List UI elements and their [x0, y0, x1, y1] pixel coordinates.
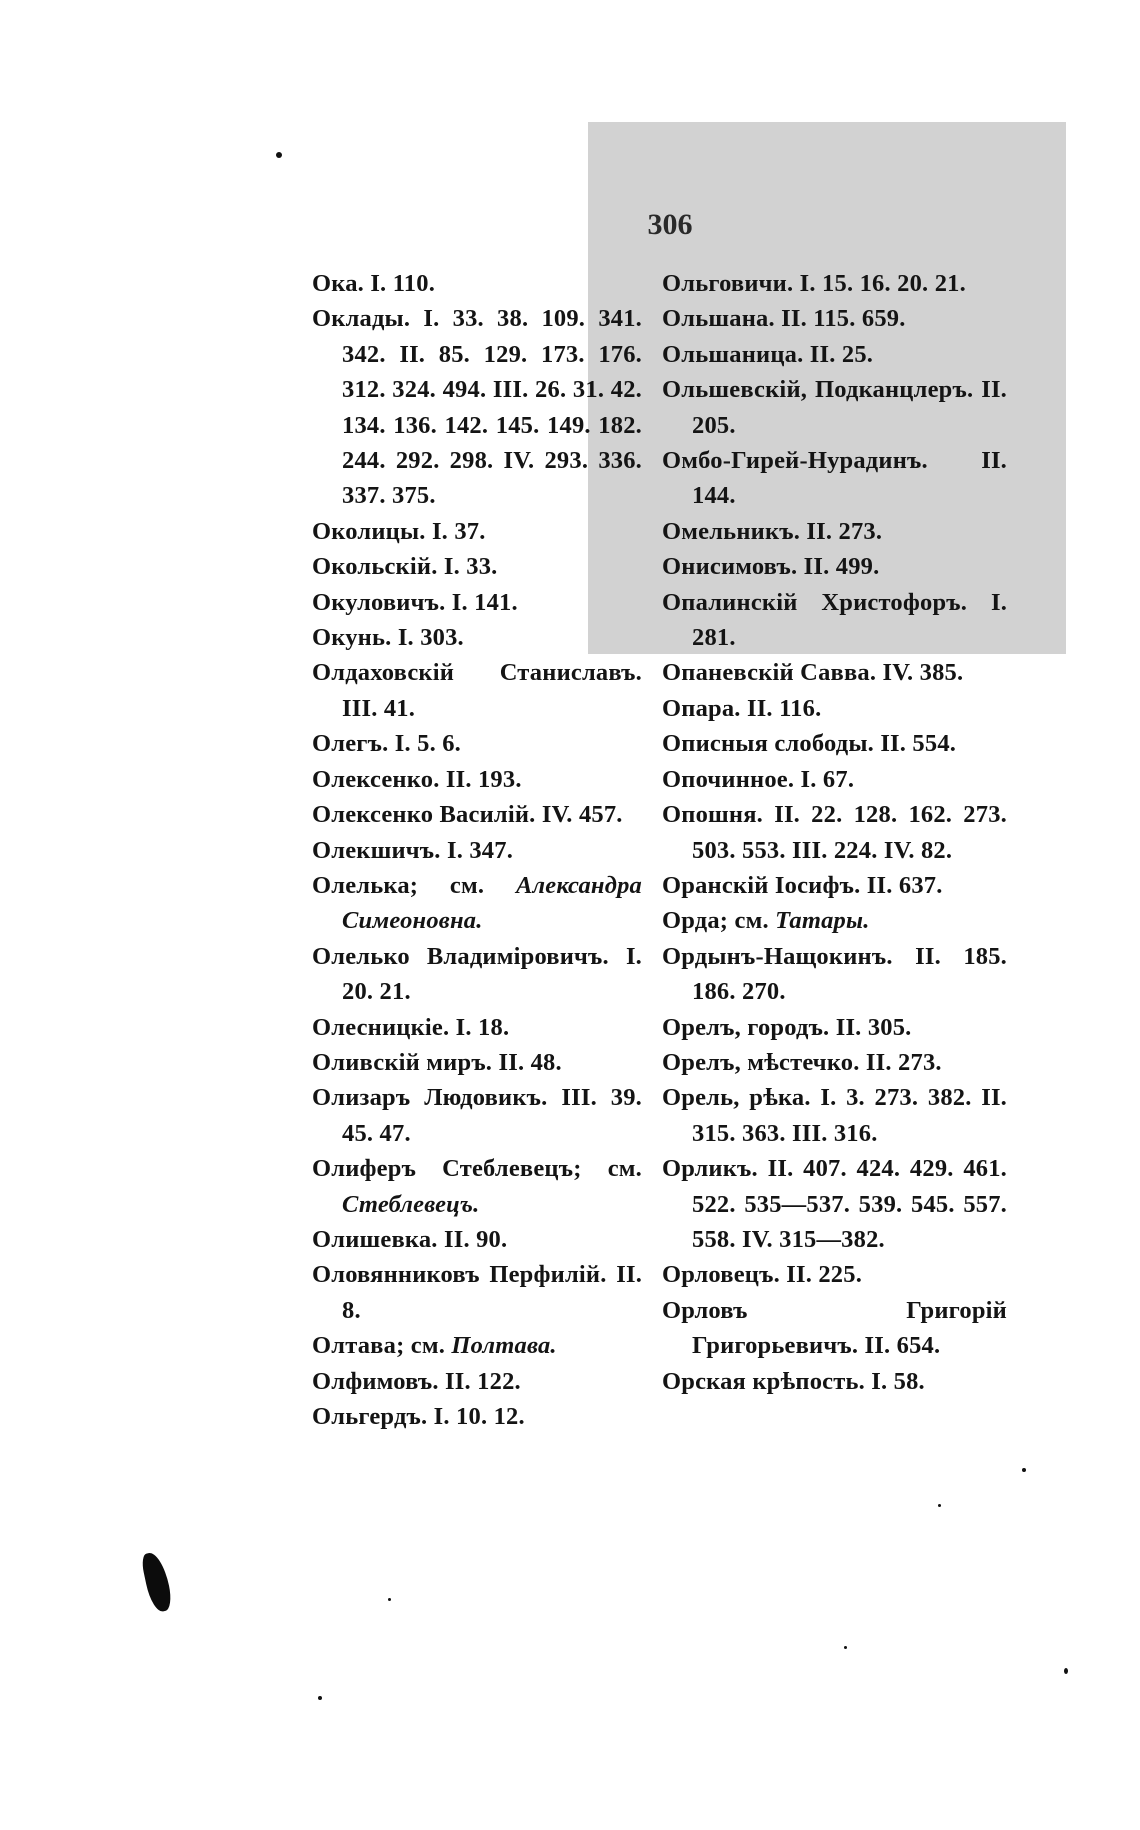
index-entry [312, 585, 642, 620]
page-number: 306 [647, 208, 693, 241]
scan-speck [844, 1646, 847, 1649]
entry-heading: Олиферъ Стеблевецъ; [312, 1155, 582, 1183]
index-entry [312, 514, 642, 549]
index-entry [312, 266, 642, 301]
entry-reference: II. 305. [835, 1013, 912, 1041]
index-entry [312, 939, 642, 1010]
entry-reference: II. 193. [445, 765, 522, 793]
entry-reference: I. 67. [800, 765, 855, 793]
entry-heading: Ольшаница. [662, 340, 804, 368]
index-entry [662, 1080, 1007, 1151]
index-entry [312, 1010, 642, 1045]
index-entry [662, 337, 1007, 372]
index-entry [662, 691, 1007, 726]
index-entry [312, 549, 642, 584]
entry-reference: II. 22. 128. 162. 273. 503. 553. III. 224. IV. 82. [692, 801, 1007, 864]
index-entry [312, 797, 642, 832]
ink-blot [140, 1550, 174, 1613]
index-entry [312, 1151, 642, 1222]
index-entry [662, 1045, 1007, 1080]
entry-heading: Орловецъ. [662, 1261, 780, 1289]
entry-reference: I. 347. [446, 836, 514, 864]
entry-reference: I. 110. [370, 270, 436, 297]
entry-heading: Оранскій Іосифъ. [662, 871, 861, 899]
entry-heading: Ольгердъ. [312, 1403, 428, 1430]
entry-heading: Окунь. [312, 624, 392, 652]
entry-reference: IV. 385. [882, 659, 964, 687]
entry-reference: II. 185. 186. 270. [692, 942, 1008, 1006]
entry-reference: см. [449, 871, 485, 899]
entry-reference: I. 58. [871, 1367, 925, 1395]
entry-heading: Оливскій миръ. [312, 1048, 493, 1076]
entry-see-also: Стеблевецъ. [342, 1190, 480, 1218]
entry-reference: II. 25. [809, 340, 874, 368]
entry-heading: Олдаховскій Станиславъ. [312, 659, 642, 687]
entry-heading: Орелъ, мѣстечко. [662, 1048, 860, 1076]
entry-reference: I. 303. [397, 624, 464, 652]
entry-heading: Олекшичъ. [312, 836, 441, 864]
entry-reference: см. [607, 1155, 642, 1183]
entry-heading: Орликъ. [662, 1155, 758, 1183]
index-entry [312, 1080, 642, 1151]
entry-reference: II. 48. [498, 1048, 562, 1076]
entry-heading: Олелько Владиміровичъ. [312, 942, 609, 970]
entry-heading: Олелька; [312, 871, 419, 899]
entry-reference: II. 499. [803, 553, 880, 581]
entry-reference: II. 205. [692, 376, 1007, 439]
entry-heading: Опалинскій Христофоръ. [662, 588, 968, 616]
entry-reference: II. 273. [806, 517, 883, 545]
entry-reference: I. 5. 6. [394, 730, 462, 758]
entry-reference: см. [734, 907, 769, 935]
index-column-left [312, 266, 642, 1434]
entry-reference: см. [410, 1332, 446, 1360]
entry-heading: Описныя слободы. [662, 730, 874, 758]
entry-reference: II. 273. [865, 1048, 942, 1076]
entry-heading: Олексенко. [312, 765, 440, 793]
entry-reference: I. 10. 12. [433, 1403, 525, 1430]
index-entry [312, 1045, 642, 1080]
index-entry [662, 797, 1007, 868]
entry-reference: II. 144. [692, 447, 1007, 510]
index-entry [312, 620, 642, 655]
entry-reference: I. 37. [431, 517, 486, 545]
index-entry [312, 762, 642, 797]
index-entry [312, 655, 642, 726]
entry-heading: Окуловичъ. [312, 588, 446, 616]
index-entry [662, 903, 1007, 938]
entry-reference: II. 637. [866, 871, 943, 899]
entry-heading: Орловъ Григорій Григорьевичъ. [662, 1296, 1007, 1360]
entry-reference: I. 33. [443, 553, 498, 581]
entry-heading: Орда; [662, 907, 729, 935]
index-entry [662, 1151, 1007, 1257]
entry-reference: II. 225. [786, 1261, 863, 1289]
index-entry [662, 1364, 1007, 1399]
entry-reference: I. 15. 16. 20. 21. [799, 270, 966, 297]
entry-reference: II. 115. 659. [781, 305, 906, 333]
entry-reference: II. 122. [445, 1367, 521, 1395]
scan-speck [388, 1598, 391, 1601]
index-entry [662, 1257, 1007, 1292]
index-entry [312, 301, 642, 513]
entry-reference: II. 407. 424. 429. 461. 522. 535—537. 539. 545. 557. 558. IV. 315—382. [692, 1155, 1008, 1253]
scan-speck [276, 152, 282, 158]
entry-reference: I. 33. 38. 109. 341. 342. II. 85. 129. 173. 176. 312. 324. 494. III. 26. 31. 42. 134. 136. 142. 145. 149. 182. 244. 292. 298. IV. 293. 336. 337. 375. [342, 305, 642, 510]
entry-reference: IV. 457. [541, 801, 623, 829]
entry-heading: Ольшана. [662, 305, 775, 333]
entry-see-also: Полтава. [451, 1332, 557, 1360]
index-entry [662, 266, 1007, 301]
entry-reference: III. 41. [342, 694, 416, 722]
index-entry [312, 726, 642, 761]
entry-heading: Ольшевскій, Подканцлеръ. [662, 376, 974, 404]
index-entry [662, 762, 1007, 797]
index-entry [312, 868, 642, 939]
index-entry [662, 1010, 1007, 1045]
entry-heading: Олесницкіе. [312, 1013, 450, 1041]
entry-heading: Ока. [312, 270, 364, 297]
entry-reference: I. 281. [692, 588, 1008, 652]
index-entry [662, 655, 1007, 690]
index-entry [312, 1399, 642, 1434]
entry-reference: I. 18. [455, 1013, 510, 1041]
index-entry [312, 1257, 642, 1328]
entry-reference: II. 90. [443, 1225, 508, 1253]
entry-heading: Олизаръ Людовикъ. [312, 1084, 548, 1112]
entry-heading: Окольскій. [312, 553, 438, 581]
entry-reference: II. 8. [342, 1261, 643, 1324]
scan-speck [318, 1696, 322, 1700]
entry-reference: II. 554. [880, 730, 957, 758]
index-entry [662, 585, 1007, 656]
entry-heading: Орелъ, городъ. [662, 1013, 830, 1041]
entry-heading: Ольговичи. [662, 270, 794, 297]
index-entry [662, 549, 1007, 584]
scan-speck [938, 1504, 941, 1507]
index-entry [662, 868, 1007, 903]
entry-heading: Олфимовъ. [312, 1367, 439, 1395]
entry-heading: Орель, рѣка. [662, 1084, 811, 1112]
entry-reference: I. 20. 21. [342, 942, 642, 1006]
entry-reference: II. 116. [746, 694, 822, 722]
index-entry [662, 939, 1007, 1010]
entry-heading: Околицы. [312, 517, 426, 545]
index-entry [662, 726, 1007, 761]
entry-see-also: Александра Симеоновна. [342, 871, 642, 935]
entry-heading: Онисимовъ. [662, 553, 798, 581]
index-entry [312, 1364, 642, 1399]
entry-heading: Олишевка. [312, 1225, 438, 1253]
index-column-right [662, 266, 1007, 1399]
entry-heading: Олегъ. [312, 730, 389, 758]
entry-heading: Олексенко Василій. [312, 801, 536, 829]
entry-heading: Олтава; [312, 1332, 405, 1360]
index-entry [662, 514, 1007, 549]
entry-heading: Опошня. [662, 801, 764, 829]
entry-reference: II. 654. [864, 1332, 941, 1360]
entry-heading: Опаневскій Савва. [662, 659, 877, 687]
entry-heading: Оклады. [312, 305, 411, 333]
scan-speck [1064, 1668, 1068, 1674]
entry-see-also: Татары. [775, 907, 870, 935]
entry-heading: Омбо-Гирей-Нурадинъ. [662, 447, 928, 475]
index-entry [312, 1222, 642, 1257]
scan-speck [1022, 1468, 1026, 1472]
index-entry [662, 1293, 1007, 1364]
entry-heading: Опара. [662, 694, 741, 722]
index-entry [312, 1328, 642, 1363]
entry-heading: Оловянниковъ Перфилій. [312, 1261, 607, 1289]
entry-reference: III. 39. 45. 47. [342, 1084, 642, 1147]
entry-heading: Орская крѣпость. [662, 1367, 865, 1395]
entry-heading: Омельникъ. [662, 517, 801, 545]
index-entry [662, 301, 1007, 336]
index-entry [312, 833, 642, 868]
entry-heading: Ордынъ-Нащокинъ. [662, 942, 893, 970]
entry-reference: I. 141. [451, 588, 518, 616]
entry-reference: I. 3. 273. 382. II. 315. 363. III. 316. [692, 1084, 1008, 1147]
index-entry [662, 372, 1007, 443]
entry-heading: Опочинное. [662, 765, 795, 793]
index-entry [662, 443, 1007, 514]
